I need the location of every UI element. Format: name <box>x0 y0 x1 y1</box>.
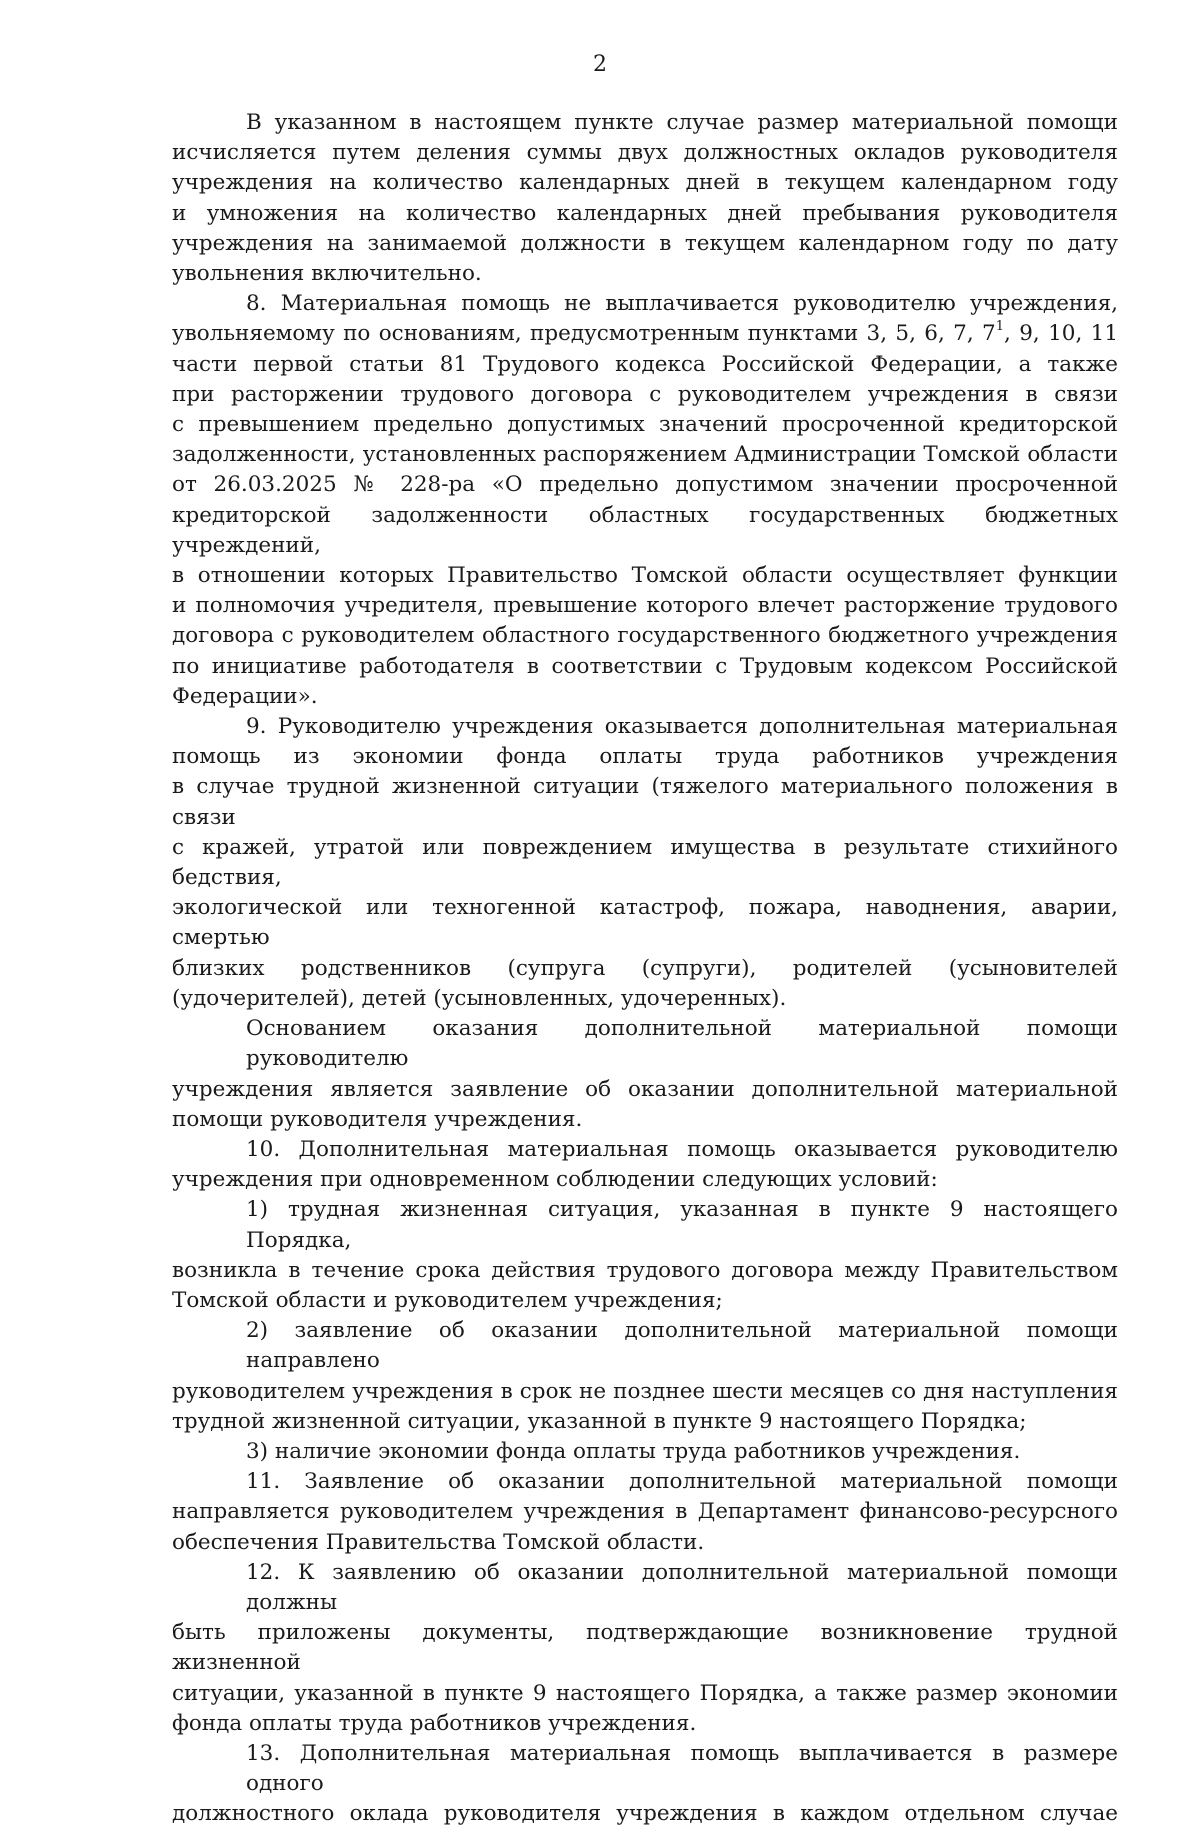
text-line: учреждения является заявление об оказании дополнительной материальной <box>172 1076 1118 1102</box>
text-line: направляется руководителем учреждения в Департамент финансово-ресурсного <box>172 1499 1118 1525</box>
text-line: помощи руководителя учреждения. <box>172 1106 583 1132</box>
text-line <box>172 319 1118 349</box>
text-line: В указанном в настоящем пункте случае размер материальной помощи <box>246 110 1118 135</box>
text-line: договора с руководителем областного государственного бюджетного учреждения <box>172 623 1118 649</box>
paragraph <box>172 1195 1118 1316</box>
text-line: возникла в течение срока действия трудового договора между Правительством <box>172 1257 1118 1283</box>
text-line: от 26.03.2025 № 228-ра «О предельно допустимом значении просроченной <box>172 472 1118 498</box>
text-line: 3) наличие экономии фонда оплаты труда работников учреждения. <box>246 1438 1021 1464</box>
text-line: 1) трудная жизненная ситуация, указанная в пункте 9 настоящего Порядка, <box>246 1197 1118 1253</box>
text-line: руководителем учреждения в срок не позднее шести месяцев со дня наступления <box>172 1378 1118 1404</box>
paragraph <box>172 1437 1118 1467</box>
text-line: (удочерителей), детей (усыновленных, удочеренных). <box>172 985 787 1011</box>
text-line: 8. Материальная помощь не выплачивается руководителю учреждения, <box>246 291 1118 317</box>
text-line: учреждения при одновременном соблюдении следующих условий: <box>172 1167 938 1193</box>
text-line: с превышением предельно допустимых значений просроченной кредиторской <box>172 412 1118 438</box>
text-line: задолженности, установленных распоряжением Администрации Томской области <box>172 442 1118 468</box>
text-line: Федерации». <box>172 683 318 709</box>
text-line: быть приложены документы, подтверждающие возникновение трудной жизненной <box>172 1620 1118 1676</box>
document-body <box>172 108 1118 1830</box>
text-line: при расторжении трудового договора с руководителем учреждения в связи <box>172 381 1118 407</box>
paragraph <box>172 1558 1118 1739</box>
text-line: 12. К заявлению об оказании дополнительной материальной помощи должны <box>246 1559 1118 1615</box>
text-line: исчисляется путем деления суммы двух должностных окладов руководителя <box>172 140 1118 166</box>
text-line: 10. Дополнительная материальная помощь оказывается руководителю <box>246 1136 1118 1162</box>
text-line: 9. Руководителю учреждения оказывается дополнительная материальная <box>246 714 1118 740</box>
text-line: увольнения включительно. <box>172 261 482 287</box>
paragraph <box>172 1316 1118 1437</box>
paragraph <box>172 289 1118 712</box>
text-line: 2) заявление об оказании дополнительной материальной помощи направлено <box>246 1318 1118 1374</box>
paragraph <box>172 1739 1118 1830</box>
text-line: трудной жизненной ситуации, указанной в пункте 9 настоящего Порядка; <box>172 1408 1027 1434</box>
paragraph <box>172 1135 1118 1195</box>
text-line: ситуации, указанной в пункте 9 настоящего Порядка, а также размер экономии <box>172 1680 1118 1706</box>
page-number: 2 <box>593 52 607 77</box>
text-line: части первой статьи 81 Трудового кодекса Российской Федерации, а также <box>172 351 1118 377</box>
text-fragment: , 9, 10, 11 <box>1004 321 1118 347</box>
text-line: и полномочия учредителя, превышение которого влечет расторжение трудового <box>172 593 1118 619</box>
text-line: по инициативе работодателя в соответствии с Трудовым кодексом Российской <box>172 653 1118 679</box>
text-line: с кражей, утратой или повреждением имущества в результате стихийного бедствия, <box>172 834 1118 891</box>
text-line: обеспечения Правительства Томской области. <box>172 1529 705 1555</box>
superscript: 1 <box>995 319 1005 335</box>
text-line: учреждения на занимаемой должности в текущем календарном году по дату <box>172 230 1118 256</box>
text-line: близких родственников (супруга (супруги), родителей (усыновителей <box>172 955 1118 981</box>
text-line: экологической или техногенной катастроф, пожара, наводнения, аварии, смертью <box>172 895 1118 951</box>
text-line: 13. Дополнительная материальная помощь выплачивается в размере одного <box>246 1740 1118 1797</box>
text-line: Основанием оказания дополнительной материальной помощи руководителю <box>246 1016 1118 1072</box>
paragraph <box>172 108 1118 289</box>
text-fragment: увольняемому по основаниям, предусмотренным пунктами 3, 5, 6, 7, 7 <box>172 321 996 347</box>
text-line: учреждения на количество календарных дней в текущем календарном году <box>172 170 1118 196</box>
text-line: кредиторской задолженности областных государственных бюджетных учреждений, <box>172 502 1118 558</box>
paragraph <box>172 712 1118 1014</box>
text-line: в случае трудной жизненной ситуации (тяжелого материального положения в связи <box>172 774 1118 830</box>
paragraph <box>172 1467 1118 1558</box>
text-line: в отношении которых Правительство Томской области осуществляет функции <box>172 563 1118 589</box>
text-line: 11. Заявление об оказании дополнительной материальной помощи <box>246 1469 1118 1495</box>
paragraph <box>172 1014 1118 1135</box>
text-line: должностного оклада руководителя учреждения в каждом отдельном случае <box>172 1801 1118 1827</box>
text-line: помощь из экономии фонда оплаты труда работников учреждения <box>172 744 1118 770</box>
text-line: и умножения на количество календарных дней пребывания руководителя <box>172 200 1118 226</box>
text-line: Томской области и руководителем учреждения; <box>172 1287 723 1313</box>
text-line: фонда оплаты труда работников учреждения. <box>172 1710 697 1736</box>
